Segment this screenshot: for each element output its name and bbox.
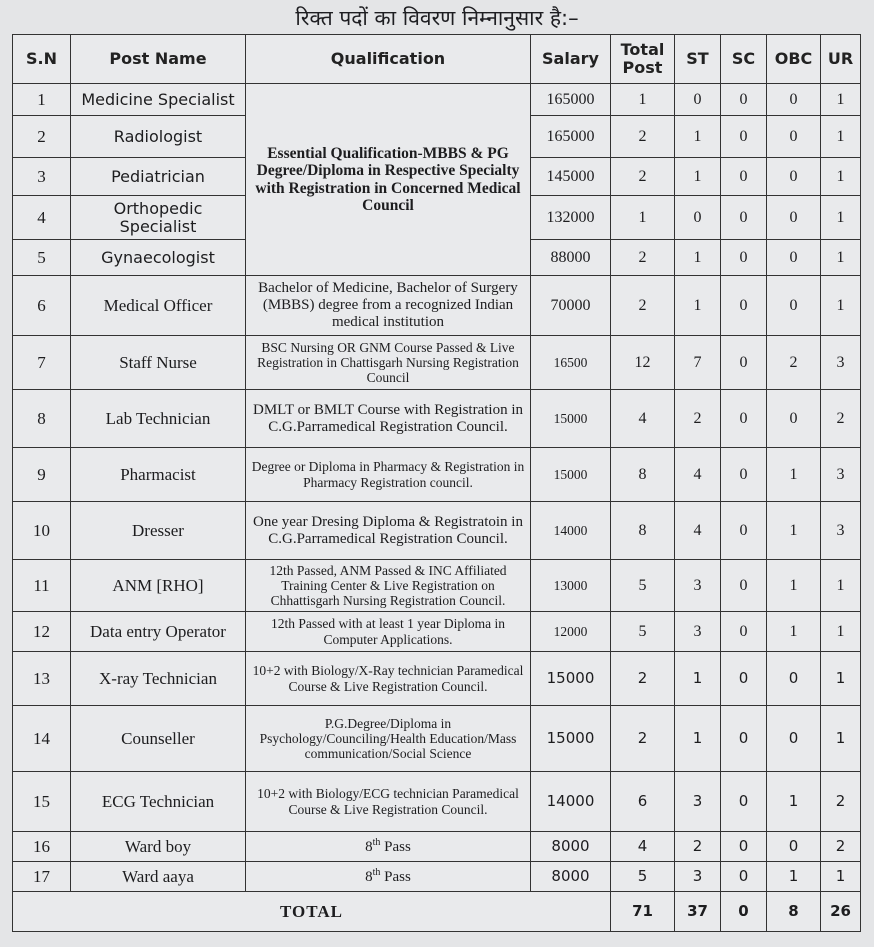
ur-count: 1 — [821, 706, 861, 772]
sc-count: 0 — [721, 706, 767, 772]
header-post-name: Post Name — [71, 35, 246, 84]
total-post: 2 — [611, 276, 675, 336]
obc-count: 1 — [767, 772, 821, 832]
total-row — [13, 892, 861, 932]
salary: 14000 — [531, 502, 611, 560]
salary: 145000 — [531, 158, 611, 196]
post-name: Orthopedic Specialist — [71, 196, 246, 240]
table-header-row — [13, 35, 861, 84]
table-row — [13, 832, 861, 862]
qualification-text: 8th Pass — [365, 837, 411, 856]
post-name: Pharmacist — [71, 448, 246, 502]
obc-count: 1 — [767, 862, 821, 892]
post-name: Counseller — [71, 706, 246, 772]
table-row — [13, 276, 861, 336]
page-heading: रिक्त पदों का विवरण निम्नानुसार है:– — [295, 6, 579, 30]
ur-count: 1 — [821, 240, 861, 276]
salary: 8000 — [531, 862, 611, 892]
total-post: 12 — [611, 336, 675, 390]
qualification: 10+2 with Biology/X-Ray technician Paramedical Course & Live Registration Council. — [246, 652, 531, 706]
st-count: 4 — [675, 448, 721, 502]
serial-number: 14 — [13, 706, 71, 772]
serial-number: 6 — [13, 276, 71, 336]
post-name: Medical Officer — [71, 276, 246, 336]
qualification — [246, 862, 531, 892]
total-post: 2 — [611, 240, 675, 276]
st-count: 1 — [675, 116, 721, 158]
st-count: 4 — [675, 502, 721, 560]
ur-count: 1 — [821, 84, 861, 116]
header-obc: OBC — [767, 35, 821, 84]
obc-count: 0 — [767, 158, 821, 196]
sc-count: 0 — [721, 448, 767, 502]
total-post: 4 — [611, 832, 675, 862]
st-count: 0 — [675, 196, 721, 240]
post-name: Pediatrician — [71, 158, 246, 196]
vacancy-table — [12, 34, 861, 932]
post-name: Gynaecologist — [71, 240, 246, 276]
obc-count: 0 — [767, 390, 821, 448]
sc-count: 0 — [721, 336, 767, 390]
total-obc-sum: 8 — [767, 892, 821, 932]
serial-number: 7 — [13, 336, 71, 390]
total-st-sum: 37 — [675, 892, 721, 932]
total-ur-sum: 26 — [821, 892, 861, 932]
total-post: 2 — [611, 652, 675, 706]
ur-count: 1 — [821, 560, 861, 612]
post-name: Medicine Specialist — [71, 84, 246, 116]
ur-count: 1 — [821, 276, 861, 336]
qualification: One year Dresing Diploma & Registratoin in C.G.Parramedical Registration Council. — [246, 502, 531, 560]
obc-count: 2 — [767, 336, 821, 390]
table-row — [13, 336, 861, 390]
table-row — [13, 502, 861, 560]
total-post: 1 — [611, 84, 675, 116]
qualification-text: 8th Pass — [365, 867, 411, 886]
salary: 165000 — [531, 116, 611, 158]
salary: 15000 — [531, 706, 611, 772]
salary: 15000 — [531, 390, 611, 448]
obc-count: 0 — [767, 832, 821, 862]
obc-count: 0 — [767, 116, 821, 158]
obc-count: 1 — [767, 502, 821, 560]
total-post-sum: 71 — [611, 892, 675, 932]
post-name: Ward aaya — [71, 862, 246, 892]
table-row — [13, 448, 861, 502]
sc-count: 0 — [721, 116, 767, 158]
serial-number: 1 — [13, 84, 71, 116]
sc-count: 0 — [721, 390, 767, 448]
post-name: ANM [RHO] — [71, 560, 246, 612]
serial-number: 12 — [13, 612, 71, 652]
sc-count: 0 — [721, 240, 767, 276]
post-name: Staff Nurse — [71, 336, 246, 390]
ur-count: 2 — [821, 390, 861, 448]
st-count: 3 — [675, 560, 721, 612]
ur-count: 1 — [821, 862, 861, 892]
header-sn: S.N — [13, 35, 71, 84]
ur-count: 1 — [821, 158, 861, 196]
post-name: Ward boy — [71, 832, 246, 862]
st-count: 1 — [675, 652, 721, 706]
qualification: 12th Passed, ANM Passed & INC Affiliated Training Center & Live Registration on Chhattisgarh Nursing Registration Council. — [246, 560, 531, 612]
qualification: 10+2 with Biology/ECG technician Paramedical Course & Live Registration Council. — [246, 772, 531, 832]
ur-count: 3 — [821, 336, 861, 390]
ur-count: 1 — [821, 116, 861, 158]
obc-count: 0 — [767, 652, 821, 706]
header-st: ST — [675, 35, 721, 84]
sc-count: 0 — [721, 772, 767, 832]
st-count: 1 — [675, 706, 721, 772]
sc-count: 0 — [721, 158, 767, 196]
st-count: 2 — [675, 390, 721, 448]
qualification: Degree or Diploma in Pharmacy & Registration in Pharmacy Registration council. — [246, 448, 531, 502]
header-ur: UR — [821, 35, 861, 84]
total-sc-sum: 0 — [721, 892, 767, 932]
st-count: 3 — [675, 612, 721, 652]
sc-count: 0 — [721, 276, 767, 336]
ur-count: 3 — [821, 448, 861, 502]
serial-number: 17 — [13, 862, 71, 892]
st-count: 0 — [675, 84, 721, 116]
total-post: 1 — [611, 196, 675, 240]
sc-count: 0 — [721, 84, 767, 116]
table-row — [13, 652, 861, 706]
obc-count: 0 — [767, 196, 821, 240]
header-sc: SC — [721, 35, 767, 84]
salary: 132000 — [531, 196, 611, 240]
sc-count: 0 — [721, 832, 767, 862]
total-label: TOTAL — [13, 892, 611, 932]
total-post: 5 — [611, 612, 675, 652]
st-count: 7 — [675, 336, 721, 390]
obc-count: 0 — [767, 240, 821, 276]
total-post: 4 — [611, 390, 675, 448]
ur-count: 2 — [821, 832, 861, 862]
total-post: 6 — [611, 772, 675, 832]
ur-count: 3 — [821, 502, 861, 560]
serial-number: 10 — [13, 502, 71, 560]
salary: 15000 — [531, 652, 611, 706]
sc-count: 0 — [721, 196, 767, 240]
post-name: ECG Technician — [71, 772, 246, 832]
salary: 165000 — [531, 84, 611, 116]
qualification: P.G.Degree/Diploma in Psychology/Counciling/Health Education/Mass communication/Social Science — [246, 706, 531, 772]
qualification: BSC Nursing OR GNM Course Passed & Live Registration in Chattisgarh Nursing Registration Council — [246, 336, 531, 390]
qualification: Bachelor of Medicine, Bachelor of Surgery (MBBS) degree from a recognized Indian medical institution — [246, 276, 531, 336]
sc-count: 0 — [721, 502, 767, 560]
ur-count: 1 — [821, 612, 861, 652]
salary: 13000 — [531, 560, 611, 612]
qualification — [246, 832, 531, 862]
salary: 15000 — [531, 448, 611, 502]
header-total-post: Total Post — [611, 35, 675, 84]
obc-count: 1 — [767, 560, 821, 612]
salary: 8000 — [531, 832, 611, 862]
total-post: 5 — [611, 862, 675, 892]
st-count: 1 — [675, 158, 721, 196]
obc-count: 1 — [767, 448, 821, 502]
st-count: 3 — [675, 772, 721, 832]
obc-count: 0 — [767, 276, 821, 336]
obc-count: 0 — [767, 706, 821, 772]
sc-count: 0 — [721, 862, 767, 892]
serial-number: 4 — [13, 196, 71, 240]
sc-count: 0 — [721, 652, 767, 706]
serial-number: 3 — [13, 158, 71, 196]
table-row — [13, 612, 861, 652]
table-row — [13, 84, 861, 116]
ur-count: 2 — [821, 772, 861, 832]
post-name: Radiologist — [71, 116, 246, 158]
ur-count: 1 — [821, 652, 861, 706]
obc-count: 0 — [767, 84, 821, 116]
total-post: 2 — [611, 706, 675, 772]
table-row — [13, 390, 861, 448]
total-post: 8 — [611, 502, 675, 560]
st-count: 3 — [675, 862, 721, 892]
salary: 12000 — [531, 612, 611, 652]
serial-number: 9 — [13, 448, 71, 502]
header-qualification: Qualification — [246, 35, 531, 84]
salary: 70000 — [531, 276, 611, 336]
table-row — [13, 862, 861, 892]
qualification: DMLT or BMLT Course with Registration in C.G.Parramedical Registration Council. — [246, 390, 531, 448]
serial-number: 15 — [13, 772, 71, 832]
table-row — [13, 560, 861, 612]
st-count: 2 — [675, 832, 721, 862]
serial-number: 13 — [13, 652, 71, 706]
ur-count: 1 — [821, 196, 861, 240]
total-post: 2 — [611, 116, 675, 158]
sc-count: 0 — [721, 612, 767, 652]
obc-count: 1 — [767, 612, 821, 652]
total-post: 2 — [611, 158, 675, 196]
salary: 88000 — [531, 240, 611, 276]
total-post: 8 — [611, 448, 675, 502]
st-count: 1 — [675, 276, 721, 336]
table-row — [13, 772, 861, 832]
serial-number: 5 — [13, 240, 71, 276]
salary: 16500 — [531, 336, 611, 390]
post-name: Data entry Operator — [71, 612, 246, 652]
post-name: Lab Technician — [71, 390, 246, 448]
table-row — [13, 706, 861, 772]
qualification-shared: Essential Qualification-MBBS & PG Degree/Diploma in Respective Specialty with Registration in Concerned Medical Council — [246, 84, 531, 276]
st-count: 1 — [675, 240, 721, 276]
serial-number: 16 — [13, 832, 71, 862]
post-name: X-ray Technician — [71, 652, 246, 706]
total-post: 5 — [611, 560, 675, 612]
salary: 14000 — [531, 772, 611, 832]
serial-number: 2 — [13, 116, 71, 158]
post-name: Dresser — [71, 502, 246, 560]
header-salary: Salary — [531, 35, 611, 84]
qualification: 12th Passed with at least 1 year Diploma in Computer Applications. — [246, 612, 531, 652]
sc-count: 0 — [721, 560, 767, 612]
serial-number: 11 — [13, 560, 71, 612]
serial-number: 8 — [13, 390, 71, 448]
